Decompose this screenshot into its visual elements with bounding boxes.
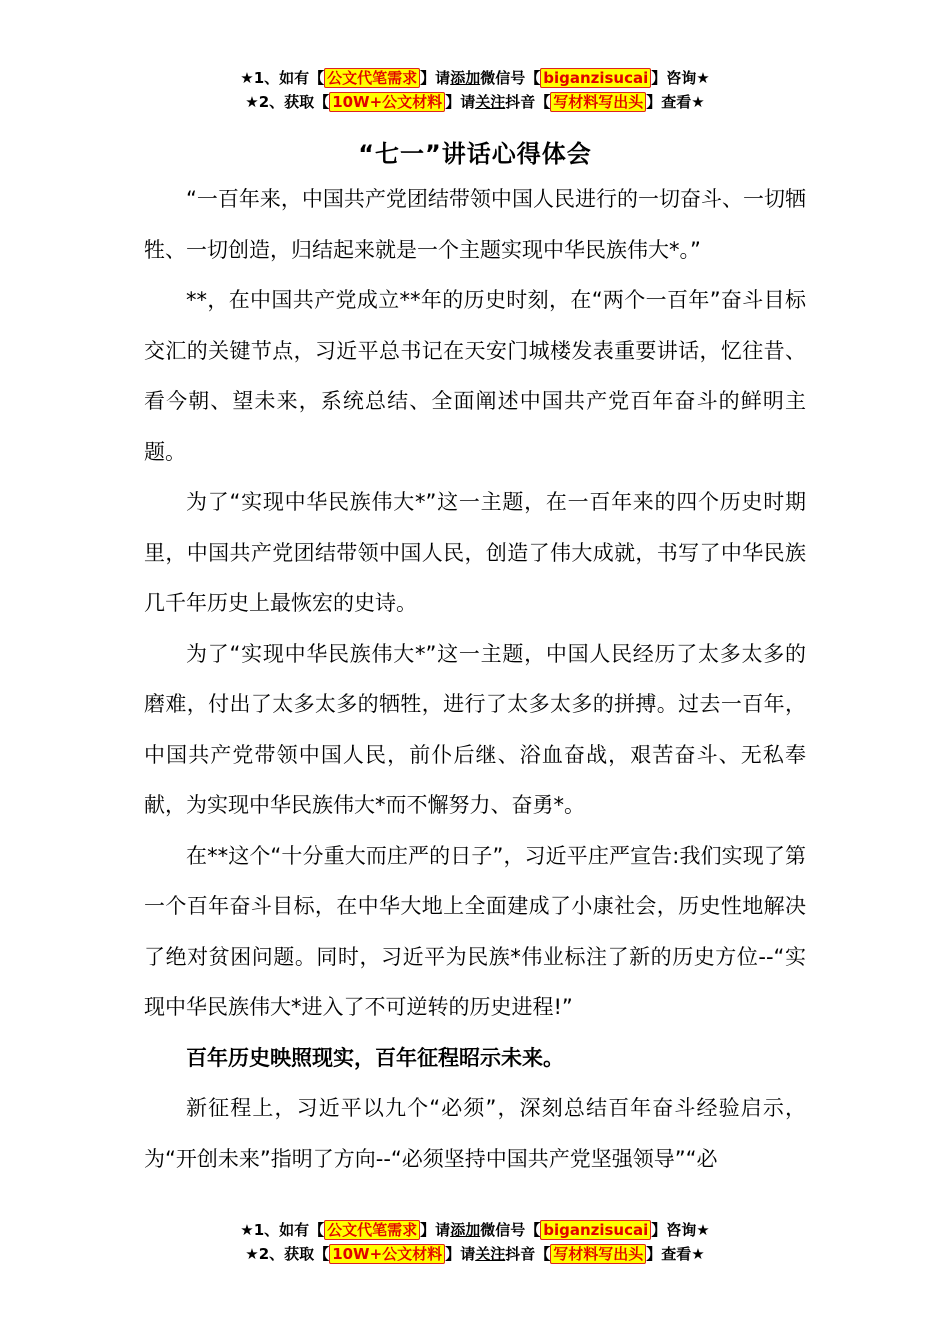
- banner-underline: 关注: [475, 93, 506, 111]
- banner-highlight: biganzisucai: [540, 1220, 651, 1240]
- banner-highlight: 写材料写出头: [550, 1244, 646, 1264]
- banner-text: 】请: [445, 1245, 476, 1263]
- banner-text: 】查看★: [646, 1245, 705, 1263]
- banner-text: 抖音【: [505, 1245, 551, 1263]
- banner-text: 】咨询★: [651, 69, 710, 87]
- banner-underline: 关注: [475, 1245, 506, 1263]
- document-body: [144, 174, 806, 1184]
- paragraph-7: 新征程上，习近平以九个“必须”，深刻总结百年奋斗经验启示，为“开创未来”指明了方向--“必须坚持中国共产党坚强领导”“必: [144, 1096, 806, 1171]
- banner-text: 微信号【: [480, 1221, 541, 1239]
- paragraph-5: 在**这个“十分重大而庄严的日子”，习近平庄严宣告:我们实现了第一个百年奋斗目标，在中华大地上全面建成了小康社会，历史性地解决了绝对贫困问题。同时，习近平为民族*伟业标注了新的历史方位--“实现中华民族伟大*进入了不可逆转的历史进程!”: [144, 843, 806, 1019]
- banner-highlight: biganzisucai: [540, 68, 651, 88]
- banner-highlight: 公文代笔需求: [324, 68, 420, 88]
- banner-text: 】查看★: [646, 93, 705, 111]
- banner-text: 抖音【: [505, 93, 551, 111]
- banner-text: 】请: [445, 93, 476, 111]
- header-banner: [0, 66, 950, 114]
- footer-banner: [0, 1218, 950, 1266]
- footer-banner-line-1: [0, 1218, 950, 1242]
- banner-underline: 添加: [450, 1221, 481, 1239]
- paragraph-3: 为了“实现中华民族伟大*”这一主题，在一百年来的四个历史时期里，中国共产党团结带领中国人民，创造了伟大成就，书写了中华民族几千年历史上最恢宏的史诗。: [144, 490, 806, 615]
- document-title: “七一”讲话心得体会: [358, 140, 592, 168]
- banner-text: 】请: [420, 1221, 451, 1239]
- banner-text: ★1、如有【: [240, 69, 325, 87]
- banner-highlight: 写材料写出头: [550, 92, 646, 112]
- header-banner-line-1: [0, 66, 950, 90]
- header-banner-line-2: [0, 90, 950, 114]
- banner-highlight: 公文代笔需求: [324, 1220, 420, 1240]
- banner-text: ★1、如有【: [240, 1221, 325, 1239]
- banner-text: 微信号【: [480, 69, 541, 87]
- footer-banner-line-2: [0, 1242, 950, 1266]
- banner-underline: 添加: [450, 69, 481, 87]
- banner-highlight: 10W+公文材料: [329, 1244, 445, 1264]
- banner-highlight: 10W+公文材料: [329, 92, 445, 112]
- paragraph-1: “一百年来，中国共产党团结带领中国人民进行的一切奋斗、一切牺牲、一切创造，归结起来就是一个主题实现中华民族伟大*。”: [144, 187, 806, 262]
- banner-text: ★2、获取【: [245, 1245, 330, 1263]
- banner-text: 】咨询★: [651, 1221, 710, 1239]
- section-heading: 百年历史映照现实，百年征程昭示未来。: [186, 1045, 564, 1070]
- banner-text: 】请: [420, 69, 451, 87]
- banner-text: ★2、获取【: [245, 93, 330, 111]
- paragraph-4: 为了“实现中华民族伟大*”这一主题，中国人民经历了太多太多的磨难，付出了太多太多的牺牲，进行了太多太多的拼搏。过去一百年，中国共产党带领中国人民，前仆后继、浴血奋战，艰苦奋斗、无私奉献，为实现中华民族伟大*而不懈努力、奋勇*。: [144, 641, 806, 817]
- paragraph-2: **，在中国共产党成立**年的历史时刻，在“两个一百年”奋斗目标交汇的关键节点，习近平总书记在天安门城楼发表重要讲话，忆往昔、看今朝、望未来，系统总结、全面阐述中国共产党百年奋斗的鲜明主题。: [144, 288, 806, 464]
